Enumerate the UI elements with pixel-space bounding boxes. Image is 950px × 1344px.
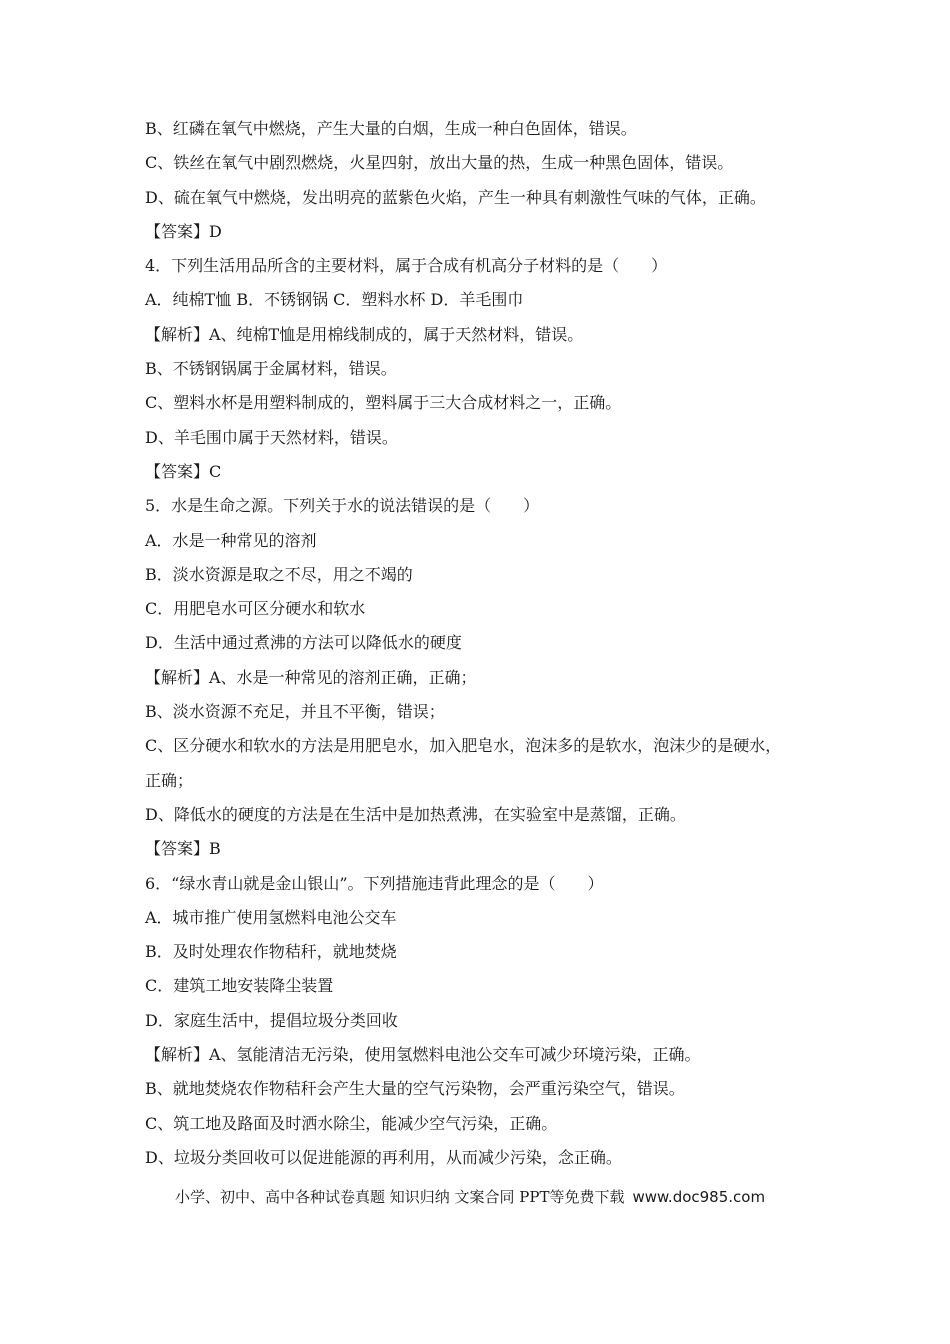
text-line: C、塑料水杯是用塑料制成的，塑料属于三大合成材料之一，正确。	[145, 393, 622, 413]
analysis-line: 【解析】A、纯棉T恤是用棉线制成的，属于天然材料，错误。	[145, 324, 584, 344]
text-line: D、垃圾分类回收可以促进能源的再利用，从而减少污染，念正确。	[145, 1147, 622, 1167]
text-line: B、就地焚烧农作物秸秆会产生大量的空气污染物，会严重污染空气，错误。	[145, 1079, 685, 1099]
option-line: D．家庭生活中，提倡垃圾分类回收	[145, 1010, 398, 1030]
footer-url: www.doc985.com	[632, 1188, 766, 1206]
question-4: 4．下列生活用品所含的主要材料，属于合成有机高分子材料的是（ ）	[145, 256, 668, 276]
text-line: D、硫在氧气中燃烧，发出明亮的蓝紫色火焰，产生一种具有刺激性气味的气体，正确。	[145, 187, 766, 207]
text-line: B、不锈钢锅属于金属材料，错误。	[145, 359, 397, 379]
analysis-line: 【解析】A、水是一种常见的溶剂正确，正确；	[145, 667, 477, 687]
text-line: C、筑工地及路面及时洒水除尘，能减少空气污染，正确。	[145, 1113, 558, 1133]
option-line: B．淡水资源是取之不尽，用之不竭的	[145, 564, 413, 584]
text-line: B、红磷在氧气中燃烧，产生大量的白烟，生成一种白色固体，错误。	[145, 119, 637, 138]
option-line: B．及时处理农作物秸秆，就地焚烧	[145, 942, 397, 962]
option-line: C．建筑工地安装降尘装置	[145, 976, 334, 996]
answer-line: 【答案】B	[145, 839, 221, 859]
analysis-line: 【解析】A、氢能清洁无污染，使用氢燃料电池公交车可减少环境污染，正确。	[145, 1045, 701, 1065]
option-line: A．城市推广使用氢燃料电池公交车	[145, 907, 397, 927]
options-line: A．纯棉T恤 B．不锈钢锅 C．塑料水杯 D．羊毛围巾	[145, 290, 524, 310]
answer-line: 【答案】D	[145, 221, 222, 241]
answer-line: 【答案】C	[145, 461, 222, 481]
question-5: 5．水是生命之源。下列关于水的说法错误的是（ ）	[145, 496, 540, 516]
option-line: A．水是一种常见的溶剂	[145, 530, 317, 550]
text-line: D、降低水的硬度的方法是在生活中是加热煮沸，在实验室中是蒸馏，正确。	[145, 804, 686, 824]
question-6: 6．“绿水青山就是金山银山”。下列措施违背此理念的是（ ）	[145, 873, 604, 893]
document-body	[145, 112, 845, 1175]
text-line: 正确；	[145, 770, 194, 790]
page-footer	[175, 1186, 765, 1207]
text-line: C、铁丝在氧气中剧烈燃烧，火星四射，放出大量的热，生成一种黑色固体，错误。	[145, 153, 734, 173]
text-line: D、羊毛围巾属于天然材料，错误。	[145, 427, 398, 447]
footer-text: 小学、初中、高中各种试卷真题 知识归纳 文案合同 PPT等免费下载	[175, 1188, 625, 1206]
option-line: C．用肥皂水可区分硬水和软水	[145, 599, 366, 619]
text-line: B、淡水资源不充足，并且不平衡，错误；	[145, 702, 445, 722]
option-line: D．生活中通过煮沸的方法可以降低水的硬度	[145, 633, 462, 653]
text-line: C、区分硬水和软水的方法是用肥皂水，加入肥皂水，泡沫多的是软水，泡沫少的是硬水，	[145, 736, 782, 756]
